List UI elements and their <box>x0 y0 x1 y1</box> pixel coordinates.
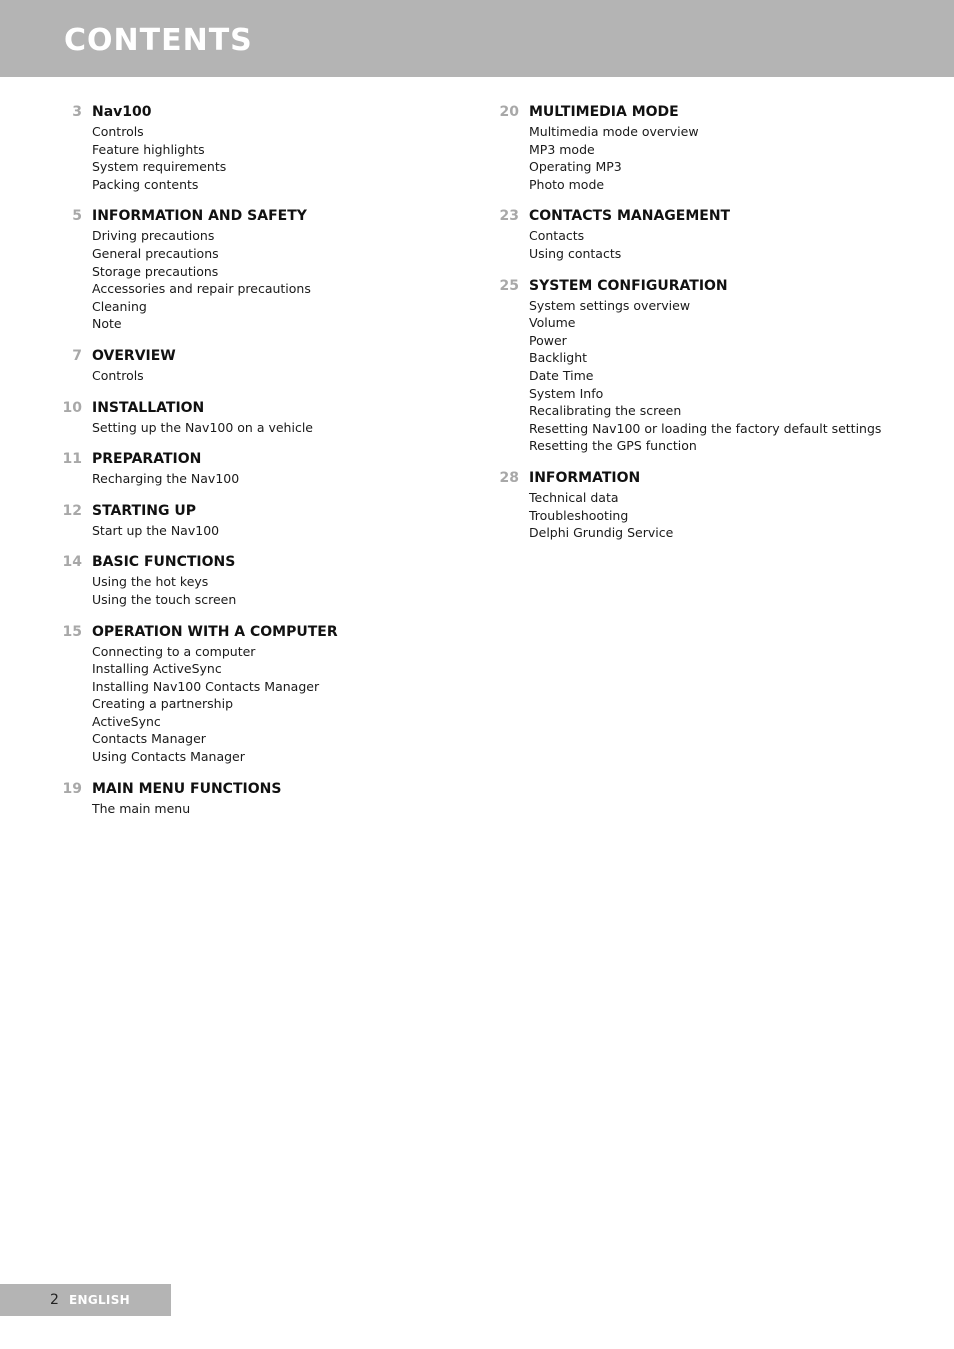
page-title: CONTENTS <box>64 23 253 58</box>
toc-item: Volume <box>529 315 576 331</box>
toc-item: Using the hot keys <box>92 574 209 590</box>
toc-item: Recharging the Nav100 <box>92 471 240 487</box>
footer-language-label: ENGLISH <box>69 1293 130 1307</box>
toc-item-list <box>92 522 480 540</box>
footer-bar <box>0 1284 171 1316</box>
toc-section-title: Nav100 <box>92 104 152 120</box>
toc-item: Delphi Grundig Service <box>529 525 674 541</box>
toc-section <box>60 399 480 437</box>
toc-section-title: OPERATION WITH A COMPUTER <box>92 623 338 640</box>
toc-item: Contacts Manager <box>92 731 206 747</box>
toc-item: Troubleshooting <box>529 507 629 523</box>
toc-item: Power <box>529 332 567 348</box>
toc-item: Setting up the Nav100 on a vehicle <box>92 419 313 435</box>
toc-item: Creating a partnership <box>92 696 234 712</box>
toc-section <box>497 103 937 193</box>
toc-item-list <box>529 297 937 455</box>
toc-item-list <box>529 227 937 262</box>
toc-item: Resetting the GPS function <box>529 438 697 454</box>
toc-section-page-number: 10 <box>62 399 82 416</box>
toc-item-list <box>92 643 480 766</box>
toc-item: Resetting Nav100 or loading the factory default settings <box>529 420 882 436</box>
toc-item: Multimedia mode overview <box>529 124 699 139</box>
toc-item: The main menu <box>92 800 191 816</box>
toc-section-title: INFORMATION AND SAFETY <box>92 208 307 225</box>
toc-section <box>60 780 480 818</box>
toc-item-list <box>92 227 480 333</box>
toc-section-title: MULTIMEDIA MODE <box>529 104 679 120</box>
toc-right-column <box>497 103 937 556</box>
toc-section-page-number: 7 <box>72 347 82 364</box>
toc-section-page-number: 11 <box>62 451 82 468</box>
toc-item: MP3 mode <box>529 141 595 157</box>
toc-item-list <box>92 470 480 488</box>
toc-section <box>60 207 480 333</box>
toc-section-page-number: 14 <box>62 554 82 571</box>
toc-item: Date Time <box>529 367 594 383</box>
toc-item: System settings overview <box>529 297 691 313</box>
toc-section-page-number: 3 <box>72 104 82 120</box>
toc-section <box>60 553 480 608</box>
toc-item: Backlight <box>529 350 588 366</box>
toc-item-list <box>92 123 480 193</box>
toc-section <box>60 502 480 540</box>
toc-item-list <box>529 489 937 542</box>
toc-item: System Info <box>529 385 604 401</box>
toc-item: Controls <box>92 367 144 383</box>
toc-section-title: CONTACTS MANAGEMENT <box>529 208 731 225</box>
toc-item: Cleaning <box>92 298 147 314</box>
toc-item: Accessories and repair precautions <box>92 281 311 297</box>
toc-item: Installing ActiveSync <box>92 661 222 677</box>
toc-item: Start up the Nav100 <box>92 522 220 538</box>
toc-item: System requirements <box>92 159 227 175</box>
toc-section-title: OVERVIEW <box>92 347 176 364</box>
toc-item: Installing Nav100 Contacts Manager <box>92 678 320 694</box>
toc-section-page-number: 28 <box>499 469 519 486</box>
toc-item: Connecting to a computer <box>92 643 256 659</box>
toc-item: Driving precautions <box>92 228 215 244</box>
toc-section-title: PREPARATION <box>92 451 202 468</box>
toc-item: Using contacts <box>529 245 622 261</box>
toc-item: Packing contents <box>92 176 199 192</box>
toc-section-title: STARTING UP <box>92 502 197 519</box>
toc-item: Using the touch screen <box>92 591 237 607</box>
toc-section <box>60 347 480 385</box>
toc-item: General precautions <box>92 245 219 261</box>
toc-item: Recalibrating the screen <box>529 403 682 419</box>
toc-section-page-number: 20 <box>499 104 519 120</box>
toc-item: Feature highlights <box>92 141 205 157</box>
toc-item-list <box>92 367 480 385</box>
toc-item: Using Contacts Manager <box>92 749 245 765</box>
toc-item: Contacts <box>529 228 585 244</box>
toc-item: ActiveSync <box>92 713 161 729</box>
toc-item: Note <box>92 316 122 332</box>
toc-section-page-number: 12 <box>62 502 82 519</box>
toc-section <box>60 450 480 488</box>
toc-section <box>497 277 937 455</box>
toc-item: Controls <box>92 124 144 139</box>
toc-section <box>497 207 937 262</box>
toc-item: Storage precautions <box>92 263 219 279</box>
toc-left-column <box>60 103 480 831</box>
toc-section-page-number: 23 <box>499 208 519 225</box>
toc-section <box>497 469 937 542</box>
toc-section-page-number: 15 <box>62 623 82 640</box>
toc-item-list <box>92 419 480 437</box>
toc-section-title: INFORMATION <box>529 469 641 486</box>
toc-section-title: MAIN MENU FUNCTIONS <box>92 780 282 797</box>
toc-item-list <box>529 123 937 193</box>
toc-item: Photo mode <box>529 176 605 192</box>
toc-section-page-number: 25 <box>499 277 519 294</box>
toc-section-page-number: 19 <box>62 780 82 797</box>
toc-section-title: INSTALLATION <box>92 399 205 416</box>
header-bar <box>0 0 954 77</box>
toc-item-list <box>92 573 480 608</box>
toc-section-title: SYSTEM CONFIGURATION <box>529 277 728 294</box>
toc-section <box>60 623 480 766</box>
footer-page-number: 2 <box>50 1292 59 1308</box>
toc-section-title: BASIC FUNCTIONS <box>92 554 236 571</box>
toc-section-page-number: 5 <box>72 208 82 225</box>
toc-item: Operating MP3 <box>529 159 622 175</box>
toc-item: Technical data <box>529 489 619 505</box>
toc-item-list <box>92 800 480 818</box>
toc-section <box>60 103 480 193</box>
